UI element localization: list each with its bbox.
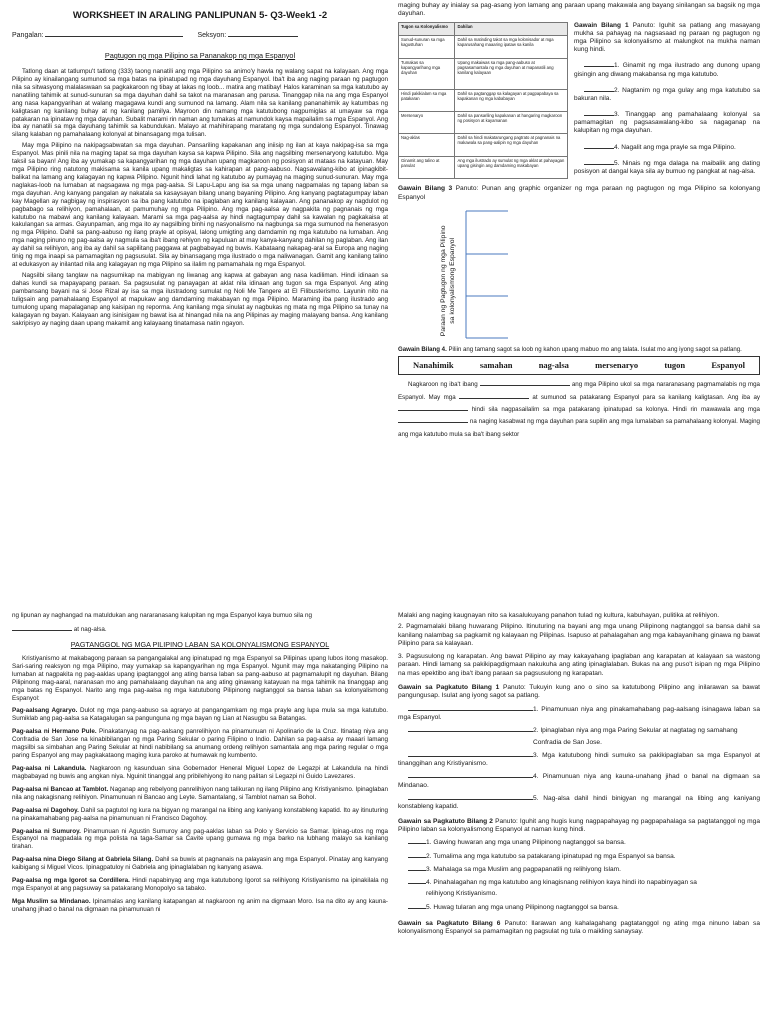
table-cell: Dahil sa matinding takot sa mga kolonisador at mga kaparusahang maaaring ipataw sa kanila [455,36,568,58]
answer-blank[interactable] [408,793,533,800]
pg6-title: Gawain sa Pagkatuto Bilang 6 [398,920,501,928]
pg1-block [398,684,760,701]
pg1-item: 3. Mga katutubong hindi sumuko sa pakikipaglaban sa mga Espanyol at tinanggihan ang Kristiyanismo. [398,751,760,768]
pg1-instructions: Panuto: Tukuyin kung ano o sino sa katutubong Pilipino ang inilarawan sa bawat pangungusap. Isulat ang iyong sagot sa patlang. [398,684,760,700]
answer-blank[interactable] [408,837,426,844]
table-cell: Dahil sa hindi makatarungang pagtrato at pagnanais na makawala sa pang-aalipin ng mga dayuhan [455,134,568,156]
word-bank-item: Espanyol [711,360,745,371]
table-and-gawain1 [398,22,760,180]
fill-text: hindi sila nagpasailalim sa mga patakarang ipinatupad sa kolonya. Hindi rin mawawala ang mga [471,406,760,413]
revolt-text: Ipinamalas ang kanilang katapangan at nagkaroon ng anim na digmaan Moro. Isa na dito ay ang kauna-unahang jihad o banal na digmaan na pinamunuan ni [12,897,388,913]
gawain1-title: Gawain Bilang 1 [574,21,629,29]
table-cell: Nag-aklas [399,134,455,156]
organizer-label: Paraan ng Pagtugon ng mga Pilipino sa kolonyalismong Espanyol [440,225,456,336]
gawain4-instructions: Piliin ang tamang sagot sa loob ng kahon upang mabuo mo ang talata. Isulat mo ang iyong sagot sa patlang. [448,345,742,353]
revolt-entry [12,707,388,723]
gawain1-item: 5. Ninais ng mga dalaga na maibalik ang dating posisyon at dangal kaya sila ay bumuo ng pangkat at nag-alsa. [574,159,760,176]
word-bank-item: Nanahimik [413,360,454,371]
fill-text: ang mga Pilipino ukol sa mga nararanasang pagmamalabis ng mga Espanyol. May mga [398,381,760,401]
pg1-item: 2. Ipinaglaban niya ang mga Paring Sekular at nagtatag ng samahang [533,727,738,735]
table-cell: Ginamit ang talino at panulat [399,156,455,178]
answer-blank[interactable] [584,142,614,149]
answer-blank[interactable] [408,902,426,909]
revolt-entry [12,877,388,893]
answer-blank[interactable] [408,704,533,711]
pg2-item: 1. Gawing huwaran ang mga unang Pilipinong nagtanggol sa bansa. [426,839,626,847]
fill-text: at sumunod sa patakarang Espanyol para sa kanilang kaligtasan. Ang iba ay [532,393,760,401]
fill-blank[interactable] [398,404,468,411]
section-field[interactable] [228,30,298,37]
revolt-heading: Pag-aalsa ni Hermano Pule. [12,728,97,736]
section-label: Seksyon: [197,31,227,39]
value-paragraph: 3. Pagsusulong ng karapatan. Ang bawat Pilipino ay may kakayahang ipaglaban ang karapatan at kalayaan sa wastong paraan. Hindi lamang sa pakikipagdigmaan nakukuha ang ating ipinaglalaban. Bukas na ang puso't isipan ng mga Pilipino na mas epektibo ang iba't ibang paraan sa pagsusulong ng karapatan. [398,653,760,677]
answer-blank[interactable] [584,85,614,92]
pg6-instructions: Panuto: Ilarawan ang kahalagahang pagtatanggol ng ating mga ninuno laban sa kolonyalismong Espanyol sa pamamagitan ng pagsulat ng tula o maikling sanaysay. [398,920,760,936]
name-field[interactable] [45,30,183,37]
table-row [399,58,568,89]
gawain3-title: Gawain Bilang 3 [398,185,453,193]
table-row [399,89,568,111]
revolt-heading: Pag-aalsa ni Dagohoy. [12,806,79,814]
fill-blank[interactable] [398,416,468,423]
lesson-paragraph: Tatlong daan at tatlumpu't tatlong (333) taong nanatili ang mga Pilipino sa animo'y hawla ng walang sapat na kalayaan. Ang mga Pilipino ay kinailangang sumunod sa mga batas na ipinatupad ng mga dayuhang Espanyol. Iba't iba ang naging paraan ng pagtugon nila sa sitwasyong malalaswaan sa pagkakaroon ng tibay at lakas ng loob... matira ang matibay! Halos karaminan sa mga katutubo ay nanatiling tahimik at sunud-sunuran sa mga dayuhan dahil sa takot na maranasan ang parusa. Tinanggap nila na ang mga Espanyol ang nasa kapangyarihan at walang magagawa kundi ang sumunod na lamang. Alam nila sa kanilang pananahimik ay katumbas ng kaligtasan ng kanilang buhay at ng kanilang pamilya. Mayroon din namang mga katutubong nagpumiglas at umayaw sa mga patakaran na ipinataw ng mga dayuhan. Subalit marami rin naman ang tumakas at namundok kaysa mapailalim sa mga Espanyol. Ang iba ay nanatili sa mga dayuhang tahimik sa kabundukan. Malayo at mahihirapang maratang ng mga sundalong Espanyol. Tinawag silang kalaban ng pamahalaang kolonyal at binansagang mga tulisan. [12,67,388,139]
table-cell: Sunud-sunuran sa mga kagustuhan [399,36,455,58]
revolt-heading: Pag-aalsa ng mga Igorot sa Cordillera. [12,877,130,885]
fill-text: Nagkaroon ng iba't ibang [408,381,478,389]
revolt-text: Pinakatanyag na pag-aalsang panrelihiyon na pinamunuan ni Apolinario de la Cruz. Itinatag niya ang Confradia de San Jose na kinabibilangan ng mga Paring Sekular o paring Filipino o Indio. Dahilan sa pag-aalsa ay maaari lamang magsilbi sa simbahan ang Paring Sekular at hindi nabibilang sa anumang ordeng relihiyon samantala ang mga paring regular o mga paring Espanyol ang may pagkakataong maging kura paroko at humawak ng kumbento. [12,728,388,760]
response-table [398,22,568,180]
gawain3-block [398,185,760,202]
answer-blank[interactable] [408,877,426,884]
name-label: Pangalan: [12,31,44,39]
pg1-item: 4. Pinamunuan niya ang kauna-unahang jihad o banal na digmaan sa Mindanao. [398,773,760,789]
revolt-text: Hindi napabinyag ang mga katutubong Igorot sa relihiyong Kristiyanismo na ipinakilala ng mga Espanyol at ang pagsuway sa patakarang Monopolyo sa tabako. [12,877,388,893]
gawain1-instructions: Panuto: Iguhit sa patlang ang masayang mukha sa pahayag na nagsasaad ng paraan ng pagtugon ng mga Pilipino sa kolonyalismo at malungkot na mukha naman kung hindi. [574,21,760,54]
continued-text: Malaki ang naging kaugnayan nito sa kasalukuyang panahon tulad ng kultura, kabuhayan, pulitika at relihiyon. [398,612,720,619]
graphic-organizer [398,206,760,344]
pg1-title: Gawain sa Pagkatuto Bilang 1 [398,684,500,692]
word-bank-item: mersenaryo [595,360,639,371]
table-row [399,112,568,134]
pg2-item: 4. Pinahalagahan ng mga katutubo ang kinagisnang relihiyon kaya hindi ito napabinyagan sa [426,879,697,887]
lesson-subtitle: Pagtugon ng mga Pilipino sa Pananakop ng mga Espanyol [104,50,296,60]
answer-blank[interactable] [12,624,72,631]
pg1-item: 5. Nag-alsa dahil hindi binigyan ng marangal na libing ang kaniyang konstableng kapatid. [398,795,760,811]
pg2-instructions: Panuto: Iguhit ang hugis kung nagpapahayag ng pagpapahalaga sa pagtatanggol ng mga Pilipino laban sa kolonyalismong Espanyol at naman kung hindi. [398,817,760,833]
revolt-entry [12,828,388,852]
table-row [399,134,568,156]
pg1-item: 1. Pinamunuan niya ang pinakamahabang pag-aalsang isinagawa laban sa mga Espanyol. [398,705,760,721]
gawain4-block [398,346,760,354]
intro-paragraph: Kristiyanismo at makabagong paraan sa pangangalakal ang ipinatupad ng mga Espanyol sa Pilipinas upang lubos itong masakop. Sari-saring reaksyon ng mga Pilipino, may yumakap sa kapangyarihan ng mga Espanyol. Ngunit may mga nakatanging Pilipino na lumaban at nagpakita ng pag-aaklas upang ipagtanggol ang ating bansa laban sa pang-aabuso at pagmamalupit ng dayuhan. Bilang Pilipinong mag-aaral, naranasan mo ang pamahalaang dayuhan na ang ating ginawang katayuan na mga tahimik na tinanggap ang mga batas ng Espanyol. Narito ang mga pag-aalsa ng mga katutubong Pilipinong nagtanggol sa bansa laban sa kolonyalismong Espanyol: [12,654,388,702]
table-row [399,156,568,178]
revolt-heading: Pag-aalsa ni Bancao at Tamblot. [12,785,109,793]
fill-blank[interactable] [480,379,570,386]
section-subtitle: PAGTANGGOL NG MGA PILIPINO LABAN SA KOLONYALISMONG ESPANYOL [70,639,330,649]
revolt-text: Dahil sa buwis at pagnanais na palayasin ang mga Espanyol. Pinatay ang kanyang kaibigang si Miguel Vicos. Ipinagpatuloy ni Gabriela ang ipinaglalaban ng kanyang asawa. [12,856,388,872]
lesson-paragraph: Nagsilbi silang tanglaw na nagsumikap na mabigyan ng liwanag ang kapwa at gabayan ang nasa kadiliman. Hindi idinaan sa dahas kundi sa mapayapang paraan. Sa pagsusulat ng panayagan at aklat nila idinaan ang tugon sa mga Espanyol. Ang ating pambansang bayani na si Jose Rizal ay isa sa mga ilustradong sumulat ng Noli Me Tangere at El Filibusterismo. Layunin nito na tuligsain ang pamahalaang Espanyol at mapukaw ang damdaming makabayan ng mga Pilipino. Maraming iba pang ilustrado ang tumulong upang mapalaganap ang kaisipan ng reporma. Ang kanilang mga sinulat ay nagbukas ng mata ng mga Pilipino sa tunay na kalagayan ng bayan. Kalayaan ang isinisigaw ng bawat isa at hinangad nila na ang Pilipinas ay maging malayang bansa. Ang kanilang sakripisyo ay naging daan upang makamit ang kalayaang tinatamasa natin ngayon. [12,272,388,327]
continued-text: ng lipunan ay naghangad na matuldukan ang nararanasang kalupitan ng mga Espanyol kaya bumuo sila ng [12,612,313,619]
continued-text-line [12,624,388,634]
left-top-column [12,10,388,585]
pg2-item-continued: relihiyong Kristiyanismo. [426,890,498,898]
revolt-heading: Pag-aalsang Agraryo. [12,707,78,715]
table-cell: Tumakas sa kapangyarihang mga dayuhan [399,58,455,89]
revolt-entry [12,898,388,914]
answer-blank[interactable] [584,60,614,67]
table-cell: Upang makaiwas sa mga pang-aabuso at pagsasamantala ng mga dayuhan at mapanatili ang kanilang kalayaan [455,58,568,89]
right-bottom-column [398,612,760,1022]
pg2-item: 5. Huwag tularan ang mga unang Pilipinong nagtanggol sa bansa. [426,903,619,911]
answer-blank[interactable] [408,851,426,858]
revolt-entry [12,765,388,781]
pg2-title: Gawain sa Pagkatuto Bilang 2 [398,817,493,825]
gawain1-item: 3. Tinanggap ang pamahalaang kolonyal sa pamamagitan ng pagsasawalang-kibo sa nagaganap na kalupitan ng mga dayuhan. [574,111,760,135]
revolt-entry [12,728,388,760]
left-bottom-column [12,612,388,1022]
pg2-block [398,818,760,835]
word-bank-item: tugon [664,360,686,371]
table-header: Dahilan [455,22,568,36]
value-paragraph: 2. Pagmamalaki bilang huwarang Pilipino. Itinuturing na bayani ang mga unang Pilipinong nagtanggol sa bansa dahil sa kanilang nalambag sa pagkamit ng kalayaan ng Pilipinas. Isapuso at pahalagahan ang mga kabayanihang ginawa ng bawat Pilipino para sa kalayaan. [398,623,760,647]
worksheet-title: WORKSHEET IN ARALING PANLIPUNAN 5- Q3-Week1 -2 [72,10,328,21]
answer-blank[interactable] [584,158,614,165]
fill-blank[interactable] [459,392,529,399]
table-cell: Ang mga ilustrado ay sumulat ng mga aklat at pahayagan upang gisingin ang damdaming makabayan [455,156,568,178]
gawain1-item: 1. Ginamit ng mga ilustrado ang dunong upang gisingin ang diwang makabansa ng mga katutubo. [574,62,760,78]
revolt-text: Nagkaroon ng kasunduan sina Gobernador Heneral Miguel Lopez de Legazpi at Lakandula na hindi magbabayad ng buwis ang angkan niya. Nguinit tinanggal ang pribilehiyong ito nang palitan si Legazpi ni Guido Lavezares. [12,764,388,780]
gawain1-block [574,22,760,180]
table-cell: Dahil sa pansariling kapakanan at hangaring magkaroon ng posisyon at kayamanan [455,112,568,134]
answer-blank[interactable] [408,725,533,732]
fill-paragraph [398,379,760,441]
word-bank [398,356,760,375]
gawain1-item: 2. Nagtanim ng mga gulay ang mga katutubo sa bakuran nila. [574,86,760,102]
revolt-heading: Pag-aalsa ni Lakandula. [12,764,87,772]
table-header: Tugon sa Kolonyalismo [399,22,455,36]
revolt-text: Pinamunuan ni Agustin Sumuroy ang pag-aaklas laban sa Polo y Servicio sa Samar. Ipinag-utos ng mga Espanyol na magpadala ng mga polista na taga-Samar sa Cavite upang gumawa ng mga barko na lubhang malayo sa kanilang tirahan. [12,827,388,851]
answer-blank[interactable] [584,109,614,116]
name-section-row [12,30,388,41]
revolt-text: Dahil sa pagtutol ng kura na bigyan ng marangal na libing ang kaniyang konstableng kapatid. Ito ay itinuturing na pinakamahabang pag-aalsa na pinamunuan ni Francisco Dagohoy. [12,806,388,822]
table-cell: Hindi pakikialam sa mga patakaran [399,89,455,111]
revolt-text: Dulot ng mga pang-aabuso sa agraryo at pangangamkam ng mga prayle ang lupa mula sa mga katutubo. Sumiklab ang pag-aalsa sa Katagalugan sa pangunguna ng mga bayan ng Lian at Nasugbu sa Batangas. [12,707,388,723]
answer-blank[interactable] [408,750,533,757]
organizer-lines [398,206,760,344]
lesson-paragraph: May mga Pilipino na nakipagsabwatan sa mga dayuhan. Pansariling kapakanan ang iniisip ng ilan at kaya nakipag-isa sa mga Espanyol. Mas pinili nila na maging tapat sa mga dayuhan kaysa sa kapwa Pilipino. Sila ang nagsilbing mersenaryong katutubo. Mga taksil sa bayan! Ang iba ay yumakap sa kapangyarihan ng mga dayuhan upang magkaroon ng posisyon at mataas na katayuan. May mga Pilipino ring natutong makisama sa kanila upang makaligtas sa kahirapan at pang-aabuso. Nagsawalang-kibo at ipinagkibit-balikat na lamang ang kalagayan ng kapwa Pilipino. Ngunit hindi lahat ng katutubo ay pumayag na maging sunud-sunuran. May mga naglakas-loob na lumaban at nagsagawa ng mga pag-aalsa. Si Lapu-Lapu ang isa sa mga unang nagpamalas ng tapang laban sa mga dayuhan. Ang kanyang pangalan ay nakatala sa kasaysayan bilang unang bayaning Pilipino. Ang kanyang pagtatagumpay laban kay Magellan ay nagbigay ng inspirasyon sa iba pang katutubo na ipaglaban ang kanilang kalayaan. Ang pananakop ay nagdulot ng pagbabago sa relihiyon, pamahalaan, at pamumuhay ng mga Pilipino. Ang mga pag-aalsa ay nagpakita ng pagnanais ng mga katutubo na mabawi ang kanilang kalayaan. Marami sa mga pag-aalsa ay hindi nagtagumpay dahil sa kawalan ng pagkakaisa at kakulangan sa armas. Gayunpaman, ang mga ito ay nagsilbing binhi ng nasyonalismo na nagbunga sa mga sumunod na henerasyon ng mga Pilipino. Dahil sa pang-aabuso ng ilang prayle at opisyal, lalong umigting ang damdamin ng mga katutubo na lumaban. Ang mga naging pinuno ng pag-aalsa ay nagmula sa iba't ibang rehiyon ng kapuluan at may kanya-kanyang dahilan ng paglaban. Ang ilan ay dahil sa relihiyon, ang iba ay dahil sa sapilitang paggawa at pagbabayad ng buwis. Kabataang nakapag-aral sa Europa ang naging tinig ng mga inaapi sa pamamagitan ng pagsusulat. Sila ay binansagang mga ilustrado o mga naliwanagan. Gamit ang kanilang talino at edukasyon ay inilantad nila ang kalagayan ng mga Pilipino sa ilalim ng pamamahala ng mga Espanyol. [12,142,388,269]
pg2-item: 2. Tumalima ang mga katutubo sa patakarang ipinatupad ng mga Espanyol sa bansa. [426,852,676,860]
revolt-heading: Pag-aalsa nina Diego Silang at Gabriela Silang. [12,856,154,864]
table-row [399,36,568,58]
pg2-item: 3. Mahalaga sa mga Muslim ang pagpapanatili ng relihiyong Islam. [426,865,621,873]
gawain4-title: Gawain Bilang 4. [398,345,447,353]
revolt-entry [12,786,388,802]
answer-blank[interactable] [408,771,533,778]
word-bank-item: nag-alsa [538,360,569,371]
revolt-heading: Mga Muslim sa Mindanao. [12,897,91,905]
pg6-block [398,920,760,937]
table-cell: Mersenaryo [399,112,455,134]
word-bank-item: samahan [479,360,513,371]
table-cell: Dahil sa pagtanggap sa kalagayan at pagpapabaya sa kapakanan ng mga kababayan [455,89,568,111]
revolt-entry [12,807,388,823]
continued-text: at nag-alsa. [73,625,107,633]
pg1-item-continued: Confradia de San Jose. [533,738,602,746]
gawain1-item: 4. Nagalit ang mga prayle sa mga Pilipino. [614,143,736,151]
gawain3-instructions: Panuto: Punan ang graphic organizer ng mga paraan ng pagtugon ng mga Pilipino sa kolonyang Espanyol [398,185,760,201]
continued-text: maging buhay ay inialay sa pag-asang iyon lamang ang paraan upang makawala ang bayang sinilangan sa bagsik ng mga dayuhan. [398,2,760,18]
revolt-text: Naganap ang rebelyong panrelihiyon nang talikuran ng ilang Pilipino ang Kristiyanismo. Ipinaglaban nila ang nakagisnang relihiyon. Pinamunuan ni Bancao ang Leyte. Samantalang, si Tamblot naman sa Bohol. [12,785,388,801]
revolt-heading: Pag-aalsa ni Sumuroy. [12,827,81,835]
answer-blank[interactable] [408,864,426,871]
right-top-column [398,2,760,584]
revolt-entry [12,856,388,872]
fill-text: na naging kasabwat ng mga dayuhan para supilin ang mga lumalaban sa pamahalaang kolonyal. Maging ang mga katutubo mula sa iba't ibang sektor [398,418,760,438]
